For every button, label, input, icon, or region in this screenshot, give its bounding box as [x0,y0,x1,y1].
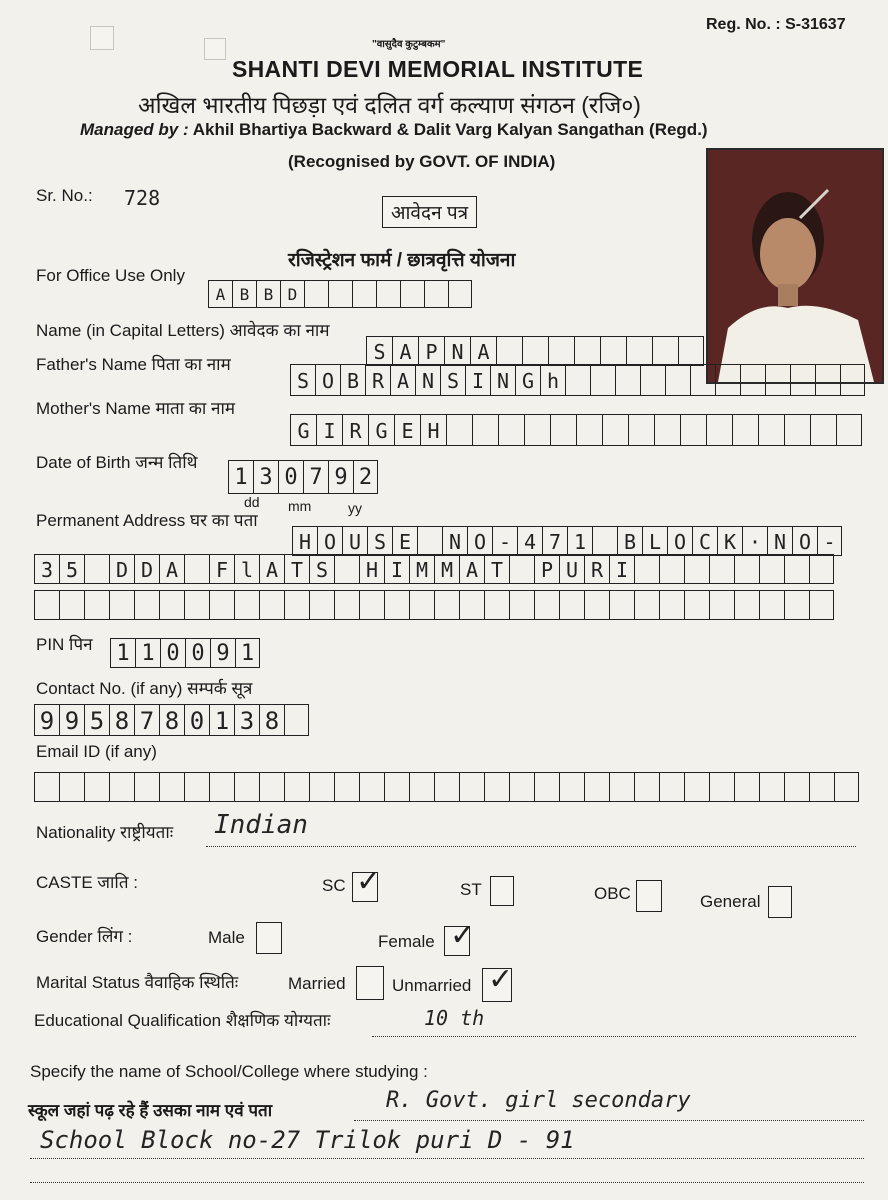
char-box[interactable] [84,554,109,584]
char-box[interactable] [284,590,309,620]
char-box[interactable] [659,772,684,802]
char-box[interactable] [640,364,665,396]
char-box[interactable] [284,772,309,802]
caste-sc-label: SC [322,876,346,895]
char-box[interactable] [328,280,352,308]
char-box[interactable]: 9 [59,704,84,736]
char-box[interactable]: I [316,414,342,446]
char-box[interactable] [602,414,628,446]
char-box[interactable] [734,554,759,584]
char-box[interactable]: 3 [234,704,259,736]
char-box[interactable]: 0 [185,638,210,668]
char-box[interactable]: 9 [210,638,235,668]
char-box[interactable] [759,772,784,802]
education-label: Educational Qualification शैक्षणिक योग्यताः [34,1011,331,1030]
char-box[interactable]: - [817,526,842,556]
gender-female-label: Female [378,932,435,951]
char-box[interactable]: A [392,336,418,366]
char-box[interactable]: I [384,554,409,584]
marital-unmarried-tick: ✓ [488,962,514,997]
char-box[interactable]: G [368,414,394,446]
char-box[interactable]: 7 [542,526,567,556]
char-box[interactable]: D [280,280,304,308]
char-box[interactable] [384,590,409,620]
char-box[interactable]: 5 [84,704,109,736]
char-box[interactable]: O [315,364,340,396]
char-box[interactable]: C [692,526,717,556]
char-box[interactable] [634,554,659,584]
char-box[interactable] [609,772,634,802]
char-box[interactable] [680,414,706,446]
char-box[interactable] [584,772,609,802]
char-box[interactable] [434,590,459,620]
char-box[interactable] [592,526,617,556]
char-box[interactable] [59,590,84,620]
char-box[interactable] [134,590,159,620]
char-box[interactable] [34,590,59,620]
char-box[interactable] [565,364,590,396]
char-box[interactable]: G [290,414,316,446]
char-box[interactable] [709,554,734,584]
char-box[interactable]: O [317,526,342,556]
char-box[interactable] [284,704,309,736]
char-box[interactable]: B [232,280,256,308]
dob-label: Date of Birth जन्म तिथि [36,453,198,472]
char-box[interactable]: I [609,554,634,584]
char-box[interactable] [684,772,709,802]
email-label: Email ID (if any) [36,742,157,761]
char-box[interactable]: N [442,526,467,556]
char-box[interactable]: E [392,526,417,556]
address-row-3[interactable] [34,590,834,620]
char-box[interactable]: 7 [134,704,159,736]
dob-yy: yy [348,500,362,516]
char-box[interactable]: H [359,554,384,584]
char-box[interactable]: L [642,526,667,556]
pin-boxes[interactable] [110,638,260,668]
address-row-2[interactable] [34,554,834,584]
char-box[interactable]: H [420,414,446,446]
char-box[interactable]: O [792,526,817,556]
gender-female-tick: ✓ [450,918,476,953]
managed-prefix: Managed by : [80,120,189,139]
char-box[interactable] [84,590,109,620]
char-box[interactable] [34,772,59,802]
char-box[interactable]: A [259,554,284,584]
marital-label: Marital Status वैवाहिक स्थितिः [36,973,239,992]
caste-obc-checkbox[interactable] [636,880,662,912]
gender-male-label: Male [208,928,245,947]
char-box[interactable]: 3 [253,460,278,494]
char-box[interactable]: 8 [109,704,134,736]
char-box[interactable]: H [292,526,317,556]
char-box[interactable] [626,336,652,366]
char-box[interactable] [765,364,790,396]
char-box[interactable] [615,364,640,396]
char-box[interactable] [409,590,434,620]
char-box[interactable] [790,364,815,396]
char-box[interactable] [684,590,709,620]
char-box[interactable] [209,772,234,802]
char-box[interactable]: 1 [235,638,260,668]
char-box[interactable] [498,414,524,446]
char-box[interactable] [784,590,809,620]
char-box[interactable] [600,336,626,366]
char-box[interactable] [84,772,109,802]
char-box[interactable] [634,590,659,620]
school-line-2[interactable]: School Block no-27 Trilok puri D - 91 [40,1126,575,1154]
char-box[interactable]: N [444,336,470,366]
school-prompt: Specify the name of School/College where studying : [30,1062,428,1081]
char-box[interactable]: M [434,554,459,584]
char-box[interactable] [715,364,740,396]
char-box[interactable]: B [256,280,280,308]
char-box[interactable] [459,772,484,802]
char-box[interactable] [759,554,784,584]
char-box[interactable] [259,590,284,620]
char-box[interactable] [424,280,448,308]
char-box[interactable] [784,414,810,446]
char-box[interactable] [559,772,584,802]
char-box[interactable]: B [617,526,642,556]
char-box[interactable]: S [440,364,465,396]
char-box[interactable] [634,772,659,802]
char-box[interactable]: 1 [110,638,135,668]
char-box[interactable]: E [394,414,420,446]
char-box[interactable] [809,772,834,802]
office-use-label: For Office Use Only [36,266,185,285]
marital-unmarried-label: Unmarried [392,976,472,995]
char-box[interactable]: 5 [59,554,84,584]
char-box[interactable]: I [465,364,490,396]
char-box[interactable] [659,590,684,620]
char-box[interactable] [522,336,548,366]
school-dotline-3 [30,1182,864,1183]
char-box[interactable]: 8 [159,704,184,736]
char-box[interactable]: P [534,554,559,584]
contact-boxes[interactable] [34,704,309,736]
char-box[interactable] [109,772,134,802]
char-box[interactable]: N [767,526,792,556]
char-box[interactable]: T [484,554,509,584]
char-box[interactable] [609,590,634,620]
address-label: Permanent Address घर का पता [36,511,258,530]
sr-number: 728 [124,186,161,210]
gender-label: Gender लिंग : [36,927,133,946]
char-box[interactable] [654,414,680,446]
char-box[interactable]: 3 [34,554,59,584]
char-box[interactable] [815,364,840,396]
char-box[interactable]: K [717,526,742,556]
hindi-org-name: अखिल भारतीय पिछड़ा एवं दलित वर्ग कल्याण संगठन (रजि०) [138,92,641,118]
char-box[interactable]: 9 [34,704,59,736]
char-box[interactable]: U [559,554,584,584]
applicant-photo [706,148,884,384]
char-box[interactable] [334,554,359,584]
caste-general-checkbox[interactable] [768,886,792,918]
dob-mm: mm [288,498,312,514]
char-box[interactable] [446,414,472,446]
char-box[interactable] [234,590,259,620]
char-box[interactable] [809,590,834,620]
char-box[interactable]: D [134,554,159,584]
char-box[interactable] [534,772,559,802]
char-box[interactable] [448,280,472,308]
char-box[interactable] [209,590,234,620]
char-box[interactable] [459,590,484,620]
char-box[interactable]: A [159,554,184,584]
char-box[interactable] [709,772,734,802]
char-box[interactable] [259,772,284,802]
char-box[interactable] [184,772,209,802]
char-box[interactable]: O [467,526,492,556]
char-box[interactable]: h [540,364,565,396]
char-box[interactable] [834,772,859,802]
portrait-image [708,150,882,382]
char-box[interactable]: P [418,336,444,366]
char-box[interactable]: 2 [353,460,378,494]
nationality-label: Nationality राष्ट्रीयताः [36,823,174,842]
father-label: Father's Name पिता का नाम [36,355,231,374]
char-box[interactable] [509,772,534,802]
marital-married-checkbox[interactable] [356,966,384,1000]
char-box[interactable] [134,772,159,802]
char-box[interactable] [840,364,865,396]
char-box[interactable]: U [342,526,367,556]
char-box[interactable]: S [366,336,392,366]
char-box[interactable] [484,772,509,802]
school-hindi-label: स्कूल जहां पढ़ रहे हैं उसका नाम एवं पता [28,1101,273,1120]
char-box[interactable] [484,590,509,620]
char-box[interactable]: F [209,554,234,584]
char-box[interactable]: 0 [278,460,303,494]
nationality-line [206,846,856,847]
char-box[interactable] [709,590,734,620]
char-box[interactable]: R [342,414,368,446]
char-box[interactable] [810,414,836,446]
char-box[interactable]: 1 [209,704,234,736]
char-box[interactable] [652,336,678,366]
char-box[interactable] [509,554,534,584]
char-box[interactable] [434,772,459,802]
char-box[interactable] [334,590,359,620]
char-box[interactable] [706,414,732,446]
dob-boxes[interactable] [228,460,378,494]
reg-number: Reg. No. : S-31637 [706,16,846,33]
char-box[interactable] [409,772,434,802]
char-box[interactable] [732,414,758,446]
char-box[interactable] [759,590,784,620]
char-box[interactable] [509,590,534,620]
char-box[interactable]: S [290,364,315,396]
caste-sc-tick: ✓ [356,864,382,899]
education-line [372,1036,856,1037]
char-box[interactable]: 7 [303,460,328,494]
char-box[interactable] [359,590,384,620]
char-box[interactable] [678,336,704,366]
char-box[interactable] [734,772,759,802]
char-box[interactable]: T [284,554,309,584]
char-box[interactable]: 1 [135,638,160,668]
char-box[interactable] [472,414,498,446]
char-box[interactable] [400,280,424,308]
char-box[interactable]: 9 [328,460,353,494]
char-box[interactable]: 1 [567,526,592,556]
char-box[interactable]: - [492,526,517,556]
char-box[interactable] [184,554,209,584]
char-box[interactable]: N [415,364,440,396]
char-box[interactable] [159,590,184,620]
char-box[interactable] [574,336,600,366]
caste-obc-label: OBC [594,884,631,903]
char-box[interactable]: R [365,364,390,396]
ghost-box [90,26,114,50]
father-name-boxes[interactable] [290,364,865,396]
char-box[interactable] [590,364,615,396]
char-box[interactable] [359,772,384,802]
char-box[interactable] [784,772,809,802]
char-box[interactable]: R [584,554,609,584]
email-boxes[interactable] [34,772,859,802]
institute-title: SHANTI DEVI MEMORIAL INSTITUTE [232,56,644,82]
char-box[interactable]: A [470,336,496,366]
char-box[interactable] [548,336,574,366]
char-box[interactable]: l [234,554,259,584]
char-box[interactable] [684,554,709,584]
char-box[interactable]: A [390,364,415,396]
char-box[interactable] [576,414,602,446]
char-box[interactable]: G [515,364,540,396]
form-title-hindi: रजिस्ट्रेशन फार्म / छात्रवृत्ति योजना [288,250,516,271]
pin-label: PIN पिन [36,635,93,654]
aavedan-patra: आवेदन पत्र [382,196,477,228]
char-box[interactable]: 8 [259,704,284,736]
mother-name-boxes[interactable] [290,414,862,446]
managed-org: Akhil Bhartiya Backward & Dalit Varg Kalyan Sangathan (Regd.) [192,120,708,139]
motto: "वासुदैव कुटुम्बकम" [372,39,446,50]
char-box[interactable] [809,554,834,584]
char-box[interactable] [417,526,442,556]
managed-by [80,120,708,140]
caste-label: CASTE जाति : [36,873,138,892]
char-box[interactable] [836,414,862,446]
dob-dd: dd [244,494,260,510]
char-box[interactable] [309,772,334,802]
name-label: Name (in Capital Letters) आवेदक का नाम [36,321,330,340]
school-dotline-2 [30,1158,864,1159]
char-box[interactable]: S [367,526,392,556]
char-box[interactable] [496,336,522,366]
char-box[interactable] [352,280,376,308]
char-box[interactable] [334,772,359,802]
sr-label: Sr. No.: [36,186,93,205]
char-box[interactable] [740,364,765,396]
char-box[interactable] [234,772,259,802]
char-box[interactable] [384,772,409,802]
char-box[interactable] [784,554,809,584]
char-box[interactable] [524,414,550,446]
char-box[interactable] [665,364,690,396]
address-row-1[interactable] [292,526,842,556]
name-boxes[interactable] [366,336,704,366]
char-box[interactable] [109,590,134,620]
char-box[interactable] [550,414,576,446]
char-box[interactable]: · [742,526,767,556]
char-box[interactable] [534,590,559,620]
char-box[interactable] [59,772,84,802]
char-box[interactable]: N [490,364,515,396]
nationality-value[interactable]: Indian [214,810,308,840]
char-box[interactable]: 0 [184,704,209,736]
school-line-1[interactable]: R. Govt. girl secondary [386,1088,691,1113]
caste-st-checkbox[interactable] [490,876,514,906]
char-box[interactable] [309,590,334,620]
char-box[interactable] [758,414,784,446]
char-box[interactable] [304,280,328,308]
contact-label: Contact No. (if any) सम्पर्क सूत्र [36,679,253,698]
char-box[interactable]: 0 [160,638,185,668]
char-box[interactable] [559,590,584,620]
school-dotline-1 [354,1120,864,1121]
office-use-boxes[interactable] [208,280,472,308]
char-box[interactable]: 4 [517,526,542,556]
char-box[interactable]: 1 [228,460,253,494]
recognised-line: (Recognised by GOVT. OF INDIA) [288,152,556,171]
char-box[interactable]: S [309,554,334,584]
char-box[interactable]: A [459,554,484,584]
char-box[interactable] [376,280,400,308]
char-box[interactable] [584,590,609,620]
char-box[interactable] [628,414,654,446]
char-box[interactable]: O [667,526,692,556]
mother-label: Mother's Name माता का नाम [36,399,236,418]
marital-married-label: Married [288,974,346,993]
char-box[interactable]: B [340,364,365,396]
char-box[interactable] [690,364,715,396]
gender-male-checkbox[interactable] [256,922,282,954]
char-box[interactable] [659,554,684,584]
char-box[interactable] [184,590,209,620]
caste-st-label: ST [460,880,482,899]
char-box[interactable]: D [109,554,134,584]
education-value[interactable]: 10 th [424,1006,485,1030]
char-box[interactable] [159,772,184,802]
ghost-box [204,38,226,60]
char-box[interactable] [734,590,759,620]
char-box[interactable]: A [208,280,232,308]
caste-general-label: General [700,892,761,911]
char-box[interactable]: M [409,554,434,584]
